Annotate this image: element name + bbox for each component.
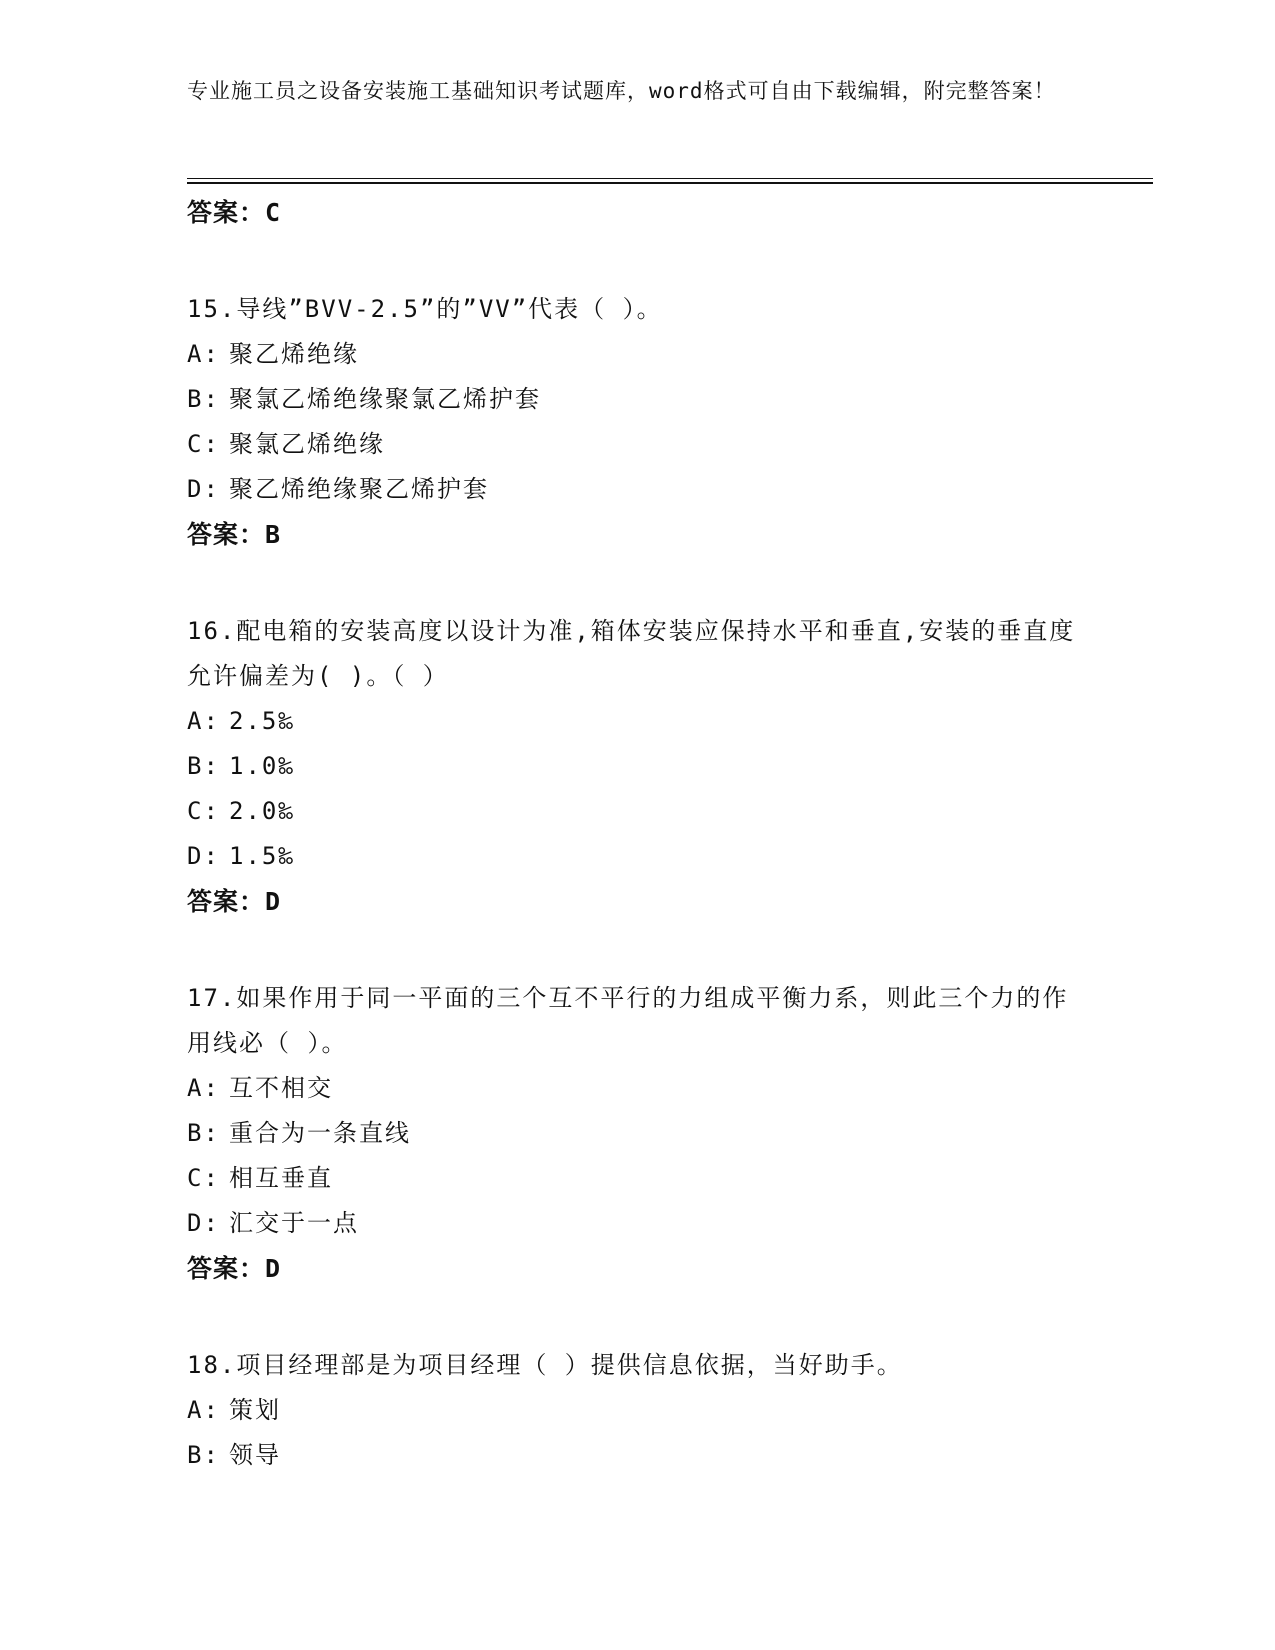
option-a: [187, 1388, 1087, 1433]
option-letter: B:: [187, 1119, 220, 1147]
option-text: 聚氯乙烯绝缘: [229, 430, 385, 458]
option-c: [187, 1156, 1087, 1201]
question-stem: 16.配电箱的安装高度以设计为准,箱体安装应保持水平和垂直,安装的垂直度允许偏差为( )。（ ）: [187, 617, 1076, 690]
option-letter: D:: [187, 475, 220, 503]
question-stem: 15.导线”BVV-2.5”的”VV”代表（ ）。: [187, 295, 663, 323]
option-d: [187, 834, 1087, 879]
option-letter: A:: [187, 1074, 220, 1102]
page-header: 专业施工员之设备安装施工基础知识考试题库，word格式可自由下载编辑，附完整答案！: [187, 79, 1056, 103]
option-a: [187, 699, 1087, 744]
question-list: [187, 190, 1087, 1530]
option-letter: A:: [187, 340, 220, 368]
question-16: [187, 609, 1087, 924]
option-text: 领导: [229, 1441, 281, 1469]
question-18: [187, 1343, 1087, 1478]
question-stem: 18.项目经理部是为项目经理（ ）提供信息依据，当好助手。: [187, 1351, 903, 1379]
question-stem: 17.如果作用于同一平面的三个互不平行的力组成平衡力系，则此三个力的作用线必（ ）。: [187, 984, 1069, 1057]
option-text: 聚乙烯绝缘聚乙烯护套: [229, 475, 489, 503]
option-text: 1.0‰: [229, 752, 295, 780]
option-b: [187, 1111, 1087, 1156]
option-text: 聚氯乙烯绝缘聚氯乙烯护套: [229, 385, 541, 413]
option-d: [187, 467, 1087, 512]
option-text: 1.5‰: [229, 842, 295, 870]
option-b: [187, 377, 1087, 422]
option-text: 聚乙烯绝缘: [229, 340, 359, 368]
option-b: [187, 1433, 1087, 1478]
option-letter: C:: [187, 797, 220, 825]
option-c: [187, 422, 1087, 467]
answer: 答案：B: [187, 520, 282, 549]
previous-answer: 答案：C: [187, 198, 282, 227]
answer: 答案：D: [187, 887, 282, 916]
option-text: 2.0‰: [229, 797, 295, 825]
option-a: [187, 1066, 1087, 1111]
option-letter: A:: [187, 707, 220, 735]
option-letter: A:: [187, 1396, 220, 1424]
option-letter: D:: [187, 842, 220, 870]
option-c: [187, 789, 1087, 834]
option-text: 策划: [229, 1396, 281, 1424]
option-text: 互不相交: [229, 1074, 333, 1102]
option-text: 2.5‰: [229, 707, 295, 735]
option-letter: B:: [187, 1441, 220, 1469]
option-letter: B:: [187, 385, 220, 413]
option-b: [187, 744, 1087, 789]
question-15: [187, 287, 1087, 557]
option-d: [187, 1201, 1087, 1246]
option-text: 汇交于一点: [229, 1209, 359, 1237]
option-letter: B:: [187, 752, 220, 780]
option-letter: C:: [187, 430, 220, 458]
header-divider: [187, 178, 1153, 184]
option-text: 重合为一条直线: [229, 1119, 411, 1147]
option-letter: C:: [187, 1164, 220, 1192]
answer: 答案：D: [187, 1254, 282, 1283]
question-17: [187, 976, 1087, 1291]
option-text: 相互垂直: [229, 1164, 333, 1192]
option-a: [187, 332, 1087, 377]
option-letter: D:: [187, 1209, 220, 1237]
